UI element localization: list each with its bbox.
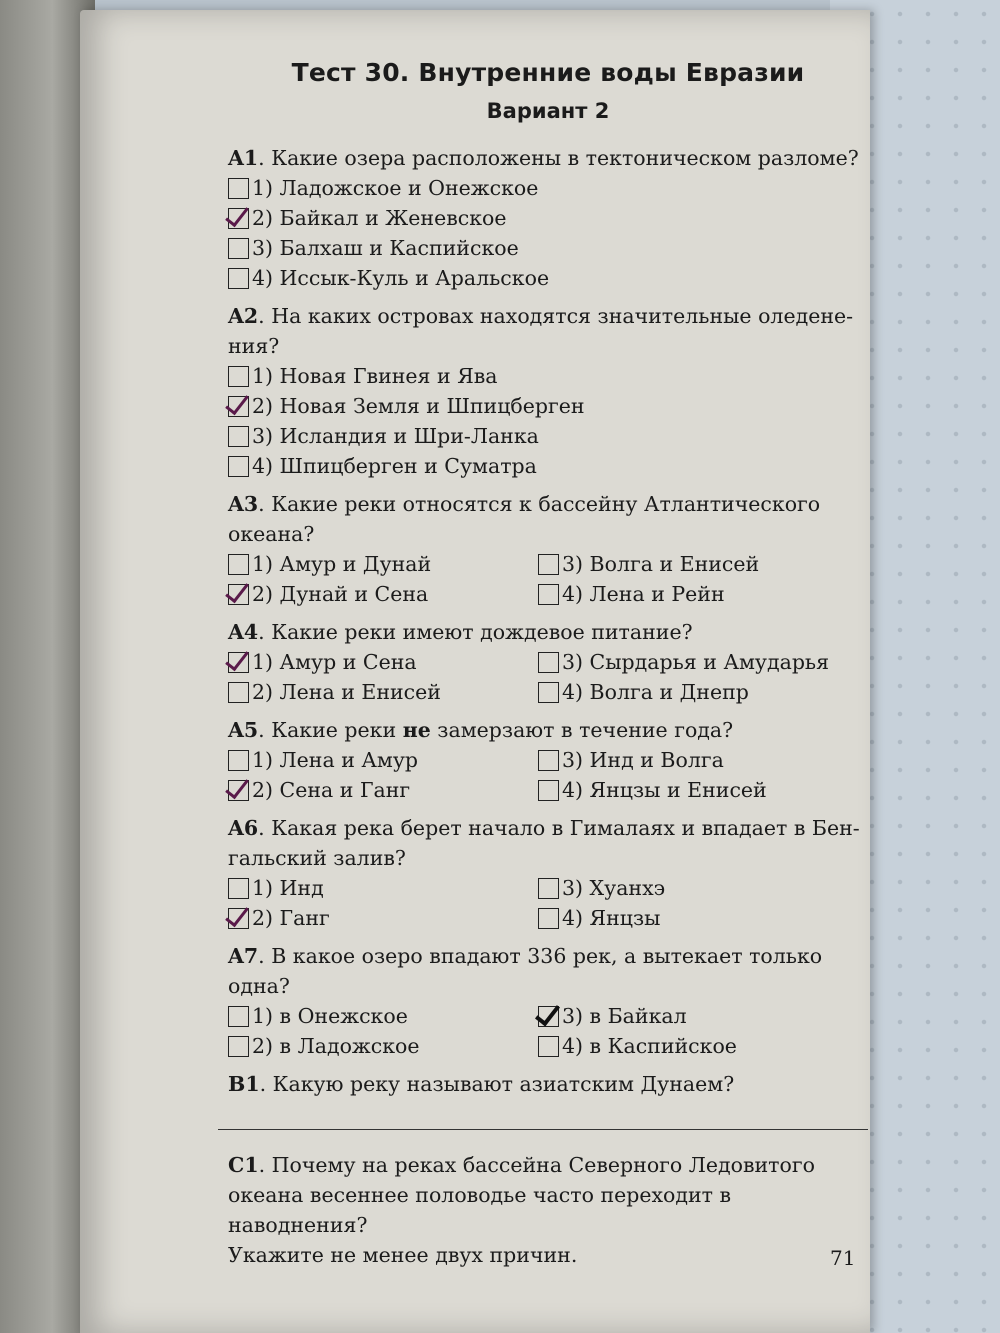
question-id: A5 (228, 718, 259, 742)
checkbox[interactable] (538, 908, 559, 929)
option[interactable] (228, 173, 868, 203)
checkbox[interactable] (538, 750, 559, 771)
checkbox[interactable] (228, 1036, 249, 1057)
checkbox-checked[interactable] (228, 652, 249, 673)
option[interactable] (538, 745, 848, 775)
option[interactable] (228, 873, 538, 903)
checkbox[interactable] (228, 456, 249, 477)
option-label: 2) Ганг (252, 906, 330, 930)
checkbox[interactable] (228, 878, 249, 899)
question-a6: A6. Какая река берет начало в Гималаях и впадает в Бен- гальский залив? 1) Инд 3) Хуанхэ 2) Ганг 4) Янцзы (228, 813, 868, 933)
option-label: 1) Амур и Сена (252, 650, 417, 674)
option-label: 3) Сырдарья и Амударья (562, 650, 830, 674)
option-label: 2) Дунай и Сена (252, 582, 429, 606)
question-a2: A2. На каких островах находятся значительные оледене- ния? 1) Новая Гвинея и Ява 2) Новая Земля и Шпицберген 3) Исландия и Шри-Ланка 4) Шпицберген и Суматра (228, 301, 868, 481)
option[interactable] (228, 677, 538, 707)
checkbox[interactable] (538, 780, 559, 801)
checkbox-checked[interactable] (228, 584, 249, 605)
option[interactable] (538, 549, 848, 579)
option[interactable] (228, 1031, 538, 1061)
option[interactable] (228, 233, 868, 263)
option[interactable] (538, 647, 848, 677)
question-text-cont: Укажите не менее двух причин. (228, 1243, 578, 1267)
checkbox-checked[interactable] (228, 908, 249, 929)
question-text-cont: океана? (228, 522, 315, 546)
option-label: 4) в Каспийское (562, 1034, 737, 1058)
checkbox[interactable] (228, 426, 249, 447)
option[interactable] (538, 677, 848, 707)
question-text: замерзают в течение года? (437, 718, 734, 742)
checkbox[interactable] (228, 682, 249, 703)
question-a1: A1. Какие озера расположены в тектоническом разломе? 1) Ладожское и Онежское 2) Байкал и Женевское 3) Балхаш и Каспийское 4) Иссык-Куль и Аральское (228, 143, 868, 293)
checkbox[interactable] (228, 178, 249, 199)
option-label: 2) Сена и Ганг (252, 778, 411, 802)
option-label: 4) Лена и Рейн (562, 582, 725, 606)
option-label: 1) Лена и Амур (252, 748, 419, 772)
page-content (228, 58, 868, 1270)
option[interactable] (538, 873, 848, 903)
option-label: 2) Лена и Енисей (252, 680, 441, 704)
option[interactable] (228, 263, 868, 293)
option-label: 3) Хуанхэ (562, 876, 666, 900)
question-text: Какие реки относятся к бассейну Атлантического (271, 492, 821, 516)
option-label: 4) Волга и Днепр (562, 680, 749, 704)
checkbox[interactable] (228, 554, 249, 575)
checkbox[interactable] (228, 366, 249, 387)
question-a7: A7. В какое озеро впадают 336 рек, а вытекает только одна? 1) в Онежское 3) в Байкал 2) в Ладожское 4) в Каспийское (228, 941, 868, 1061)
checkbox-checked[interactable] (538, 1006, 559, 1027)
question-id: A1 (228, 146, 259, 170)
option-label: 3) Инд и Волга (562, 748, 724, 772)
option[interactable] (538, 1031, 848, 1061)
option-label: 1) Ладожское и Онежское (252, 176, 539, 200)
option-label: 1) Амур и Дунай (252, 552, 432, 576)
checkbox[interactable] (538, 554, 559, 575)
question-emphasis: не (402, 718, 431, 742)
book-page (80, 10, 870, 1333)
option-label: 1) Инд (252, 876, 324, 900)
variant-title: Вариант 2 (486, 99, 610, 123)
checkbox[interactable] (538, 682, 559, 703)
option[interactable] (228, 203, 868, 233)
question-text: Какие реки имеют дождевое питание? (271, 620, 693, 644)
question-text: Какие озера расположены в тектоническом разломе? (271, 146, 859, 170)
answer-line[interactable] (218, 1129, 868, 1130)
checkbox[interactable] (228, 238, 249, 259)
option[interactable] (228, 579, 538, 609)
option-label: 2) Байкал и Женевское (252, 206, 507, 230)
option-label: 2) Новая Земля и Шпицберген (252, 394, 585, 418)
option[interactable] (538, 903, 848, 933)
checkbox[interactable] (538, 584, 559, 605)
option[interactable] (228, 361, 868, 391)
question-text: Какие реки (271, 718, 397, 742)
checkbox[interactable] (228, 750, 249, 771)
option-label: 1) в Онежское (252, 1004, 408, 1028)
option-label: 1) Новая Гвинея и Ява (252, 364, 498, 388)
question-a5: A5. Какие реки не замерзают в течение года? 1) Лена и Амур 3) Инд и Волга 2) Сена и Ганг 4) Янцзы и Енисей (228, 715, 868, 805)
test-title: Тест 30. Внутренние воды Евразии (291, 58, 805, 87)
question-text-cont: гальский залив? (228, 846, 406, 870)
checkbox-checked[interactable] (228, 208, 249, 229)
option-label: 3) Балхаш и Каспийское (252, 236, 519, 260)
question-text: На каких островах находятся значительные оледене- (271, 304, 854, 328)
option[interactable] (228, 745, 538, 775)
question-a3: A3. Какие реки относятся к бассейну Атлантического океана? 1) Амур и Дунай 3) Волга и Енисей 2) Дунай и Сена 4) Лена и Рейн (228, 489, 868, 609)
option[interactable] (228, 1001, 538, 1031)
option[interactable] (228, 391, 868, 421)
checkbox[interactable] (538, 1036, 559, 1057)
question-id: B1 (228, 1072, 260, 1096)
option-label: 3) Волга и Енисей (562, 552, 760, 576)
option-label: 2) в Ладожское (252, 1034, 420, 1058)
question-text: Какую реку называют азиатским Дунаем? (272, 1072, 735, 1096)
checkbox[interactable] (228, 1006, 249, 1027)
question-text: В какое озеро впадают 336 рек, а вытекает только одна? (228, 944, 823, 998)
option-label: 3) Исландия и Шри-Ланка (252, 424, 539, 448)
option[interactable] (228, 647, 538, 677)
question-b1: B1. Какую реку называют азиатским Дунаем? (228, 1069, 868, 1130)
option[interactable] (538, 1001, 848, 1031)
checkbox[interactable] (228, 268, 249, 289)
option[interactable] (228, 549, 538, 579)
checkbox-checked[interactable] (228, 780, 249, 801)
question-text-cont: океана весеннее половодье часто переходит в наводнения? (228, 1183, 732, 1237)
option-label: 3) в Байкал (562, 1004, 687, 1028)
question-id: A7 (228, 944, 259, 968)
checkbox-checked[interactable] (228, 396, 249, 417)
question-id: A3 (228, 492, 259, 516)
option-label: 4) Иссык-Куль и Аральское (252, 266, 550, 290)
question-text: Какая река берет начало в Гималаях и впадает в Бен- (271, 816, 860, 840)
option-label: 4) Янцзы и Енисей (562, 778, 767, 802)
question-c1: C1. Почему на реках бассейна Северного Ледовитого океана весеннее половодье часто переходит в наводнения? Укажите не менее двух причин. (228, 1150, 868, 1270)
page-number: 71 (830, 1246, 856, 1270)
question-a4: A4. Какие реки имеют дождевое питание? 1) Амур и Сена 3) Сырдарья и Амударья 2) Лена и Енисей 4) Волга и Днепр (228, 617, 868, 707)
question-id: A6 (228, 816, 259, 840)
checkbox[interactable] (538, 652, 559, 673)
question-id: C1 (228, 1153, 259, 1177)
checkbox[interactable] (538, 878, 559, 899)
question-id: A4 (228, 620, 259, 644)
question-text-cont: ния? (228, 334, 280, 358)
option[interactable] (228, 903, 538, 933)
option-label: 4) Янцзы (562, 906, 661, 930)
option[interactable] (228, 775, 538, 805)
option-label: 4) Шпицберген и Суматра (252, 454, 537, 478)
question-text: Почему на реках бассейна Северного Ледовитого (271, 1153, 815, 1177)
question-id: A2 (228, 304, 259, 328)
option[interactable] (538, 775, 848, 805)
option[interactable] (538, 579, 848, 609)
option[interactable] (228, 421, 868, 451)
option[interactable] (228, 451, 868, 481)
